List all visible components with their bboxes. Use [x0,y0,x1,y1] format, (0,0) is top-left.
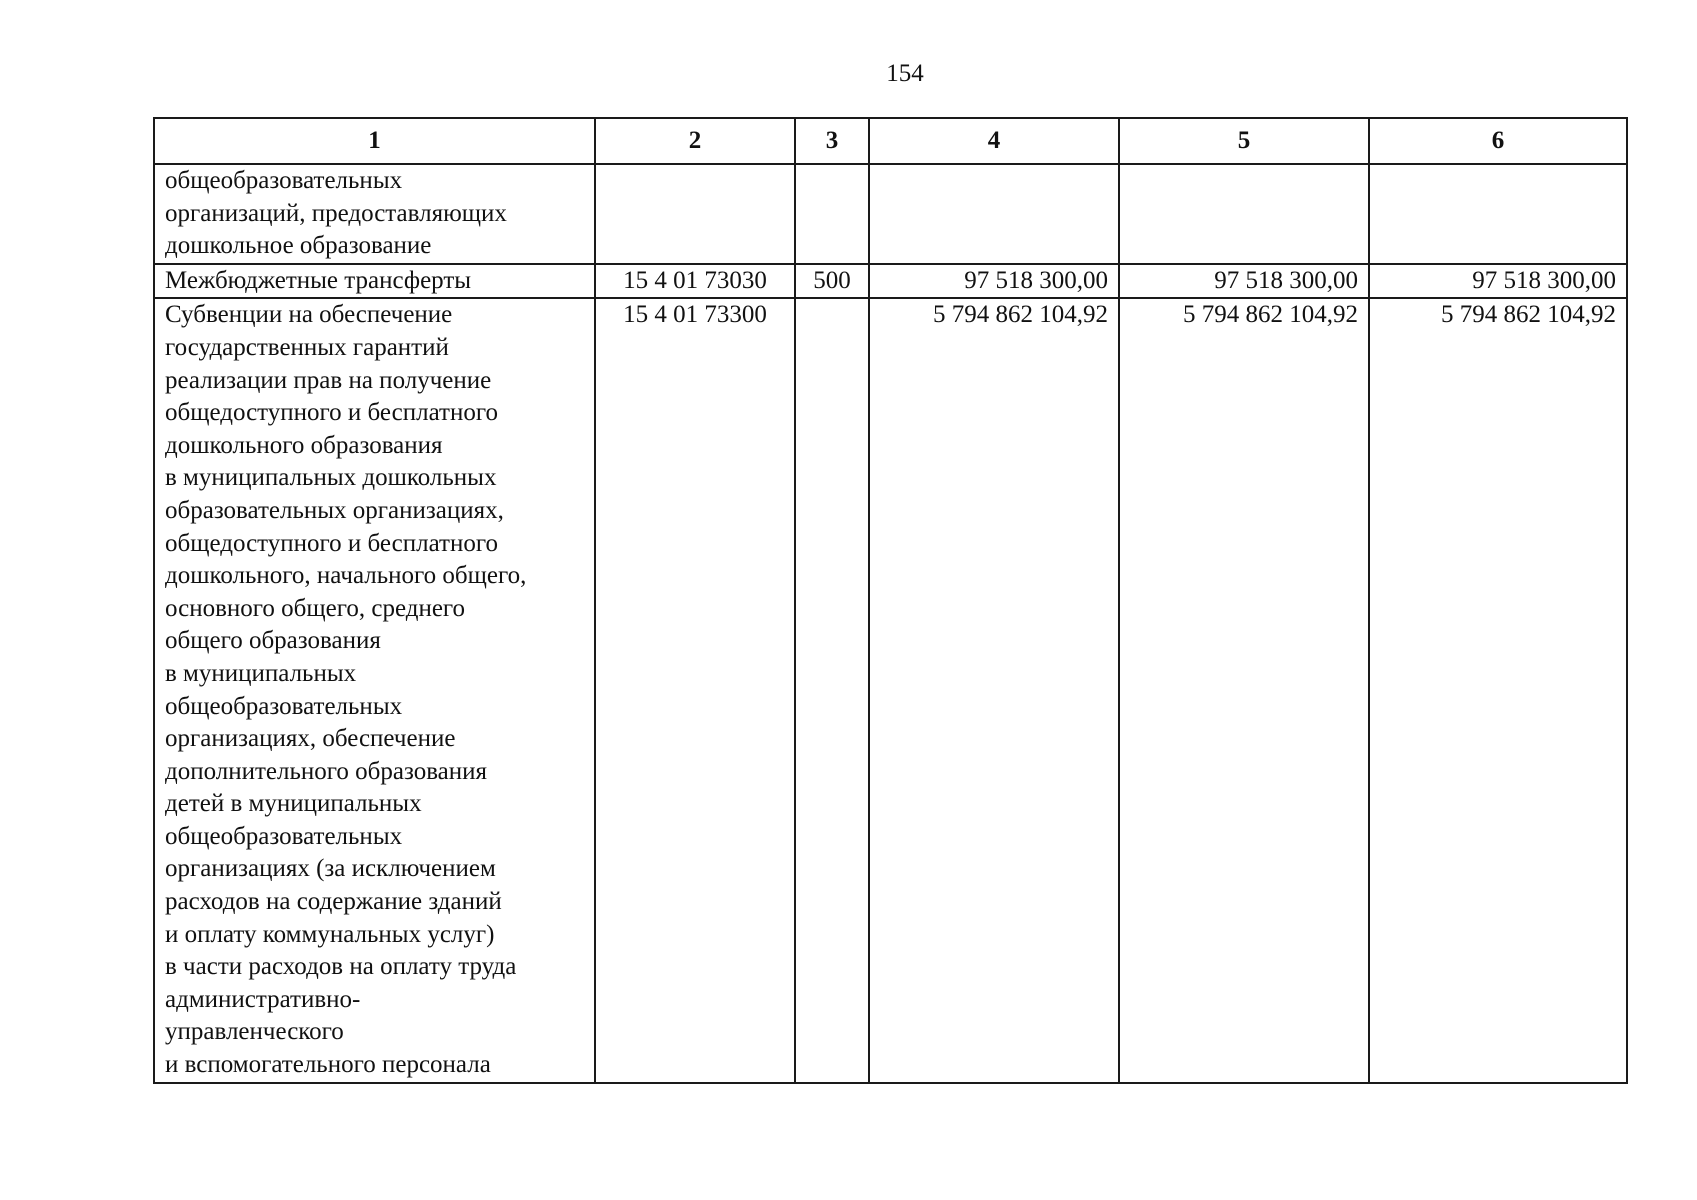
name-line: основного общего, среднего [165,594,466,622]
name-line: общеобразовательных [165,822,403,850]
table-header-row [154,118,1627,164]
table-row [154,164,1627,264]
row-name-cell [154,264,595,299]
row-code-cell: 15 4 01 73300 [595,298,795,1082]
name-line: общего образования [165,627,381,655]
name-line: в муниципальных [165,659,357,687]
name-line: дополнительного образования [165,757,488,785]
header-col-6: 6 [1369,118,1627,164]
row-type-cell [795,298,869,1082]
name-line: общеобразовательных [165,692,403,720]
name-line: дошкольное образование [165,232,432,260]
header-col-2: 2 [595,118,795,164]
name-line: управленческого [165,1018,344,1046]
name-line: расходов на содержание зданий [165,888,502,916]
name-line: в муниципальных дошкольных [165,464,497,492]
row-type-cell [795,164,869,264]
table-row [154,264,1627,299]
row-sum-col-6 [1369,164,1627,264]
name-line: Межбюджетные трансферты [165,266,472,294]
row-sum-col-5: 97 518 300,00 [1119,264,1369,299]
name-line: и вспомогательного персонала [165,1051,491,1079]
budget-table [153,117,1628,1084]
row-name-cell [154,298,595,1082]
name-line: реализации прав на получение [165,366,492,394]
name-line: Субвенции на обеспечение [165,301,453,329]
name-line: государственных гарантий [165,333,449,361]
name-line: организаций, предоставляющих [165,199,507,227]
row-sum-col-4: 5 794 862 104,92 [869,298,1119,1082]
name-line: организациях (за исключением [165,855,496,883]
table-row [154,298,1627,1082]
row-name-cell [154,164,595,264]
row-sum-col-6: 97 518 300,00 [1369,264,1627,299]
header-col-4: 4 [869,118,1119,164]
name-line: образовательных организациях, [165,496,504,524]
name-line: и оплату коммунальных услуг) [165,920,495,948]
name-line: административно- [165,985,361,1013]
name-line: в части расходов на оплату труда [165,953,517,981]
row-sum-col-5: 5 794 862 104,92 [1119,298,1369,1082]
name-line: общеобразовательных [165,167,403,194]
header-col-5: 5 [1119,118,1369,164]
row-code-cell [595,164,795,264]
header-col-3: 3 [795,118,869,164]
row-sum-col-4 [869,164,1119,264]
name-line: детей в муниципальных [165,790,422,818]
name-line: дошкольного, начального общего, [165,562,527,590]
name-line: дошкольного образования [165,431,443,459]
row-sum-col-5 [1119,164,1369,264]
header-col-1: 1 [154,118,595,164]
row-sum-col-4: 97 518 300,00 [869,264,1119,299]
row-type-cell: 500 [795,264,869,299]
name-line: общедоступного и бесплатного [165,529,498,557]
name-line: организациях, обеспечение [165,725,456,753]
row-code-cell: 15 4 01 73030 [595,264,795,299]
page-number: 154 [886,60,924,87]
row-sum-col-6: 5 794 862 104,92 [1369,298,1627,1082]
name-line: общедоступного и бесплатного [165,399,498,427]
